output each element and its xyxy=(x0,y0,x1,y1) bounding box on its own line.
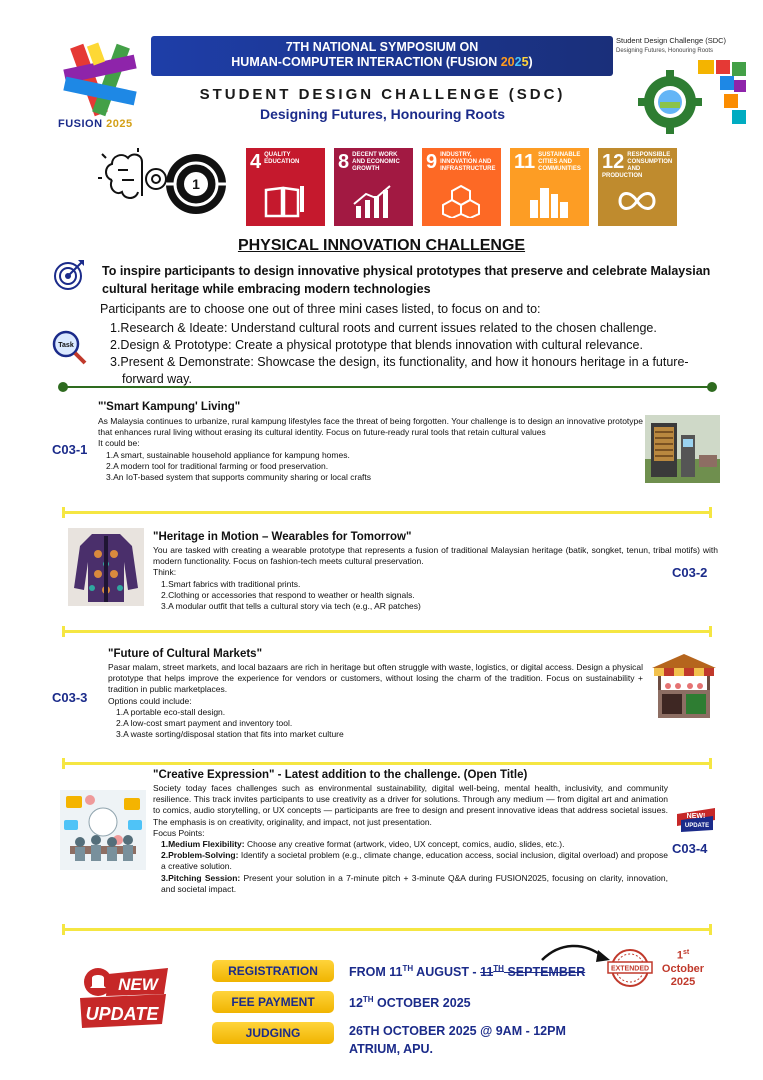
judging-label: JUDGING xyxy=(212,1022,334,1044)
sdg-4-tile: 4 QUALITY EDUCATION xyxy=(246,148,325,226)
green-divider xyxy=(62,386,712,388)
batik-jacket-image xyxy=(68,528,144,606)
task-icon-label: Task xyxy=(58,342,74,349)
sticker-new-text: NEW xyxy=(118,975,158,994)
growth-chart-icon xyxy=(352,184,394,218)
separator-cap xyxy=(709,758,712,769)
badge-update-text: UPDATE xyxy=(684,823,710,829)
page-subtitle: Designing Futures, Honouring Roots xyxy=(260,106,505,122)
fusion-logo xyxy=(60,40,140,120)
corner-title: Student Design Challenge (SDC) Designing Futures, Honouring Roots xyxy=(616,36,727,54)
section-separator xyxy=(62,928,712,931)
symposium-banner: 7TH NATIONAL SYMPOSIUM ON HUMAN-COMPUTER INTERACTION (FUSION 2025) xyxy=(151,36,613,76)
separator-cap xyxy=(62,758,65,769)
case-2-body: You are tasked with creating a wearable prototype that represents a fusion of traditional Malaysian heritage (batik, songket, tenun, tribal motifs) with modern functionality. Focus on fashion-tech meets cultural preservation. Think: 1.Smart fabrics with traditional prints. 2.Clothing or accessories that respond to weather or health signals. 3.A modular outfit that tells a cultural story via tech (e.g., AR patches) xyxy=(153,545,718,612)
page-title: STUDENT DESIGN CHALLENGE (SDC) xyxy=(199,86,566,103)
smart-kiosk-image xyxy=(645,415,720,483)
intro-text: Participants are to choose one out of three mini cases listed, to focus on and to: xyxy=(100,302,541,316)
city-buildings-icon xyxy=(528,184,570,218)
sdg-11-tile: 11 SUSTAINABLE CITIES AND COMMUNITIES xyxy=(510,148,589,226)
old-deadline: 11TH SEPTEMBER xyxy=(480,964,586,980)
sticker-update-text: UPDATE xyxy=(85,1004,159,1024)
case-4-body: Society today faces challenges such as environmental sustainability, digital well-being, mental health, inclusivity, and community resilience. This track invites participants to use creativity as a driver for solutions. Through any medium — from digital art and animation to comics, audio storytelling, or UX concepts — participants are free to design and present innovative ideas that address societal issues. The emphasis is on creativity, originality, and impact, not just presentation. Focus Points: 1.Medium Flexibility: Choose any creative format (artwork, video, UX concept, comics, audio, slides, etc.). 2.Problem-Solving: Identify a societal problem (e.g., climate change, education access, social inclusion, digital overload) and propose a creative solution. 3.Pitching Session: Present your solution in a 7-minute pitch + 3-minute Q&A during FUSION2025, focusing on clarity, innovation, and societal impact. xyxy=(153,783,668,894)
new-update-sticker xyxy=(78,966,170,1030)
objective-text: To inspire participants to design innovative physical prototypes that preserve and celebrate Malaysian cultural heritage while embracing modern technologies xyxy=(102,264,711,296)
divider-dot xyxy=(707,382,717,392)
market-stall-image xyxy=(650,650,718,725)
extended-stamp xyxy=(607,948,653,988)
infinity-icon xyxy=(616,184,658,218)
new-deadline: 1st October 2025 xyxy=(661,949,705,988)
banner-line1-b: NATIONAL SYMPOSIUM ON xyxy=(312,40,479,54)
badge-new-text: NEW! xyxy=(686,813,706,820)
creative-collage-image xyxy=(60,790,146,870)
fee-payment-date: 12TH OCTOBER 2025 xyxy=(349,995,471,1011)
case-2-code: C03-2 xyxy=(672,565,708,580)
case-4-title: "Creative Expression" - Latest addition to the challenge. (Open Title) xyxy=(153,769,528,781)
new-update-badge xyxy=(675,806,717,832)
step-item: 3.Present & Demonstrate: Showcase the design, its functionality, and how it honours heritage in a future-forward way. xyxy=(110,355,689,386)
book-pencil-icon xyxy=(264,184,306,218)
separator-cap xyxy=(709,924,712,935)
logo-text: FUSION 2025 xyxy=(58,118,133,130)
registration-label: REGISTRATION xyxy=(212,960,334,982)
puzzle-gear-illustration xyxy=(628,58,748,136)
goal-number-badge xyxy=(164,152,228,216)
challenge-title: PHYSICAL INNOVATION CHALLENGE xyxy=(237,237,526,254)
case-1-code: C03-1 xyxy=(52,442,88,457)
separator-cap xyxy=(62,924,65,935)
case-3-code: C03-3 xyxy=(52,690,88,705)
step-item: 1.Research & Ideate: Understand cultural roots and current issues related to the chosen challenge. xyxy=(110,321,657,335)
cubes-icon xyxy=(440,184,482,218)
task-magnifier-icon xyxy=(50,328,88,366)
section-separator xyxy=(62,630,712,633)
judging-details: 26TH OCTOBER 2025 @ 9AM - 12PM ATRIUM, APU. xyxy=(349,1024,566,1056)
separator-cap xyxy=(709,626,712,637)
curved-arrow-icon xyxy=(540,940,612,966)
step-item: 2.Design & Prototype: Create a physical prototype that blends innovation with cultural relevance. xyxy=(110,338,643,352)
fee-payment-label: FEE PAYMENT xyxy=(212,991,334,1013)
case-1-title: "'Smart Kampung' Living" xyxy=(98,401,241,413)
registration-dates: FROM 11TH AUGUST - 11TH SEPTEMBER xyxy=(349,964,586,980)
extended-text: EXTENDED xyxy=(610,965,650,973)
separator-cap xyxy=(62,507,65,518)
case-1-body: As Malaysia continues to urbanize, rural kampung lifestyles face the threat of being forgotten. Your challenge is to design an innovative prototype that enhances rural living without erasing its cultural identity. Focus on future-ready rural tools that retain cultural values It could be: 1.A smart, sustainable household appliance for kampung homes. 2.A modern tool for traditional farming or food preservation. 3.An IoT-based system that supports community sharing or local crafts xyxy=(98,416,643,483)
sdg-9-tile: 9 INDUSTRY, INNOVATION AND INFRASTRUCTURE xyxy=(422,148,501,226)
divider-dot xyxy=(58,382,68,392)
separator-cap xyxy=(709,507,712,518)
case-2-title: "Heritage in Motion – Wearables for Tomorrow" xyxy=(153,531,412,543)
case-3-body: Pasar malam, street markets, and local bazaars are rich in heritage but often struggle with waste, logistics, or digital access. Design a physical prototype that helps improve the experience for vendors or customers, without losing the charm of the tradition. Focus on sustainability + tradition in public marketplaces. Options could include: 1.A portable eco-stall design. 2.A low-cost smart payment and inventory tool. 3.A waste sorting/disposal station that fits into market culture xyxy=(108,662,643,740)
separator-cap xyxy=(62,626,65,637)
goal-number: 1 xyxy=(192,176,200,192)
section-separator xyxy=(62,762,712,765)
target-icon xyxy=(52,258,86,292)
banner-line1-a: 7TH xyxy=(285,40,313,54)
sdg-12-tile: 12 RESPONSIBLE CONSUMPTION AND PRODUCTION xyxy=(598,148,677,226)
section-separator xyxy=(62,511,712,514)
case-3-title: "Future of Cultural Markets" xyxy=(108,648,263,660)
sdg-8-tile: 8 DECENT WORK AND ECONOMIC GROWTH xyxy=(334,148,413,226)
steps-list xyxy=(110,320,730,388)
case-4-code: C03-4 xyxy=(672,841,708,856)
